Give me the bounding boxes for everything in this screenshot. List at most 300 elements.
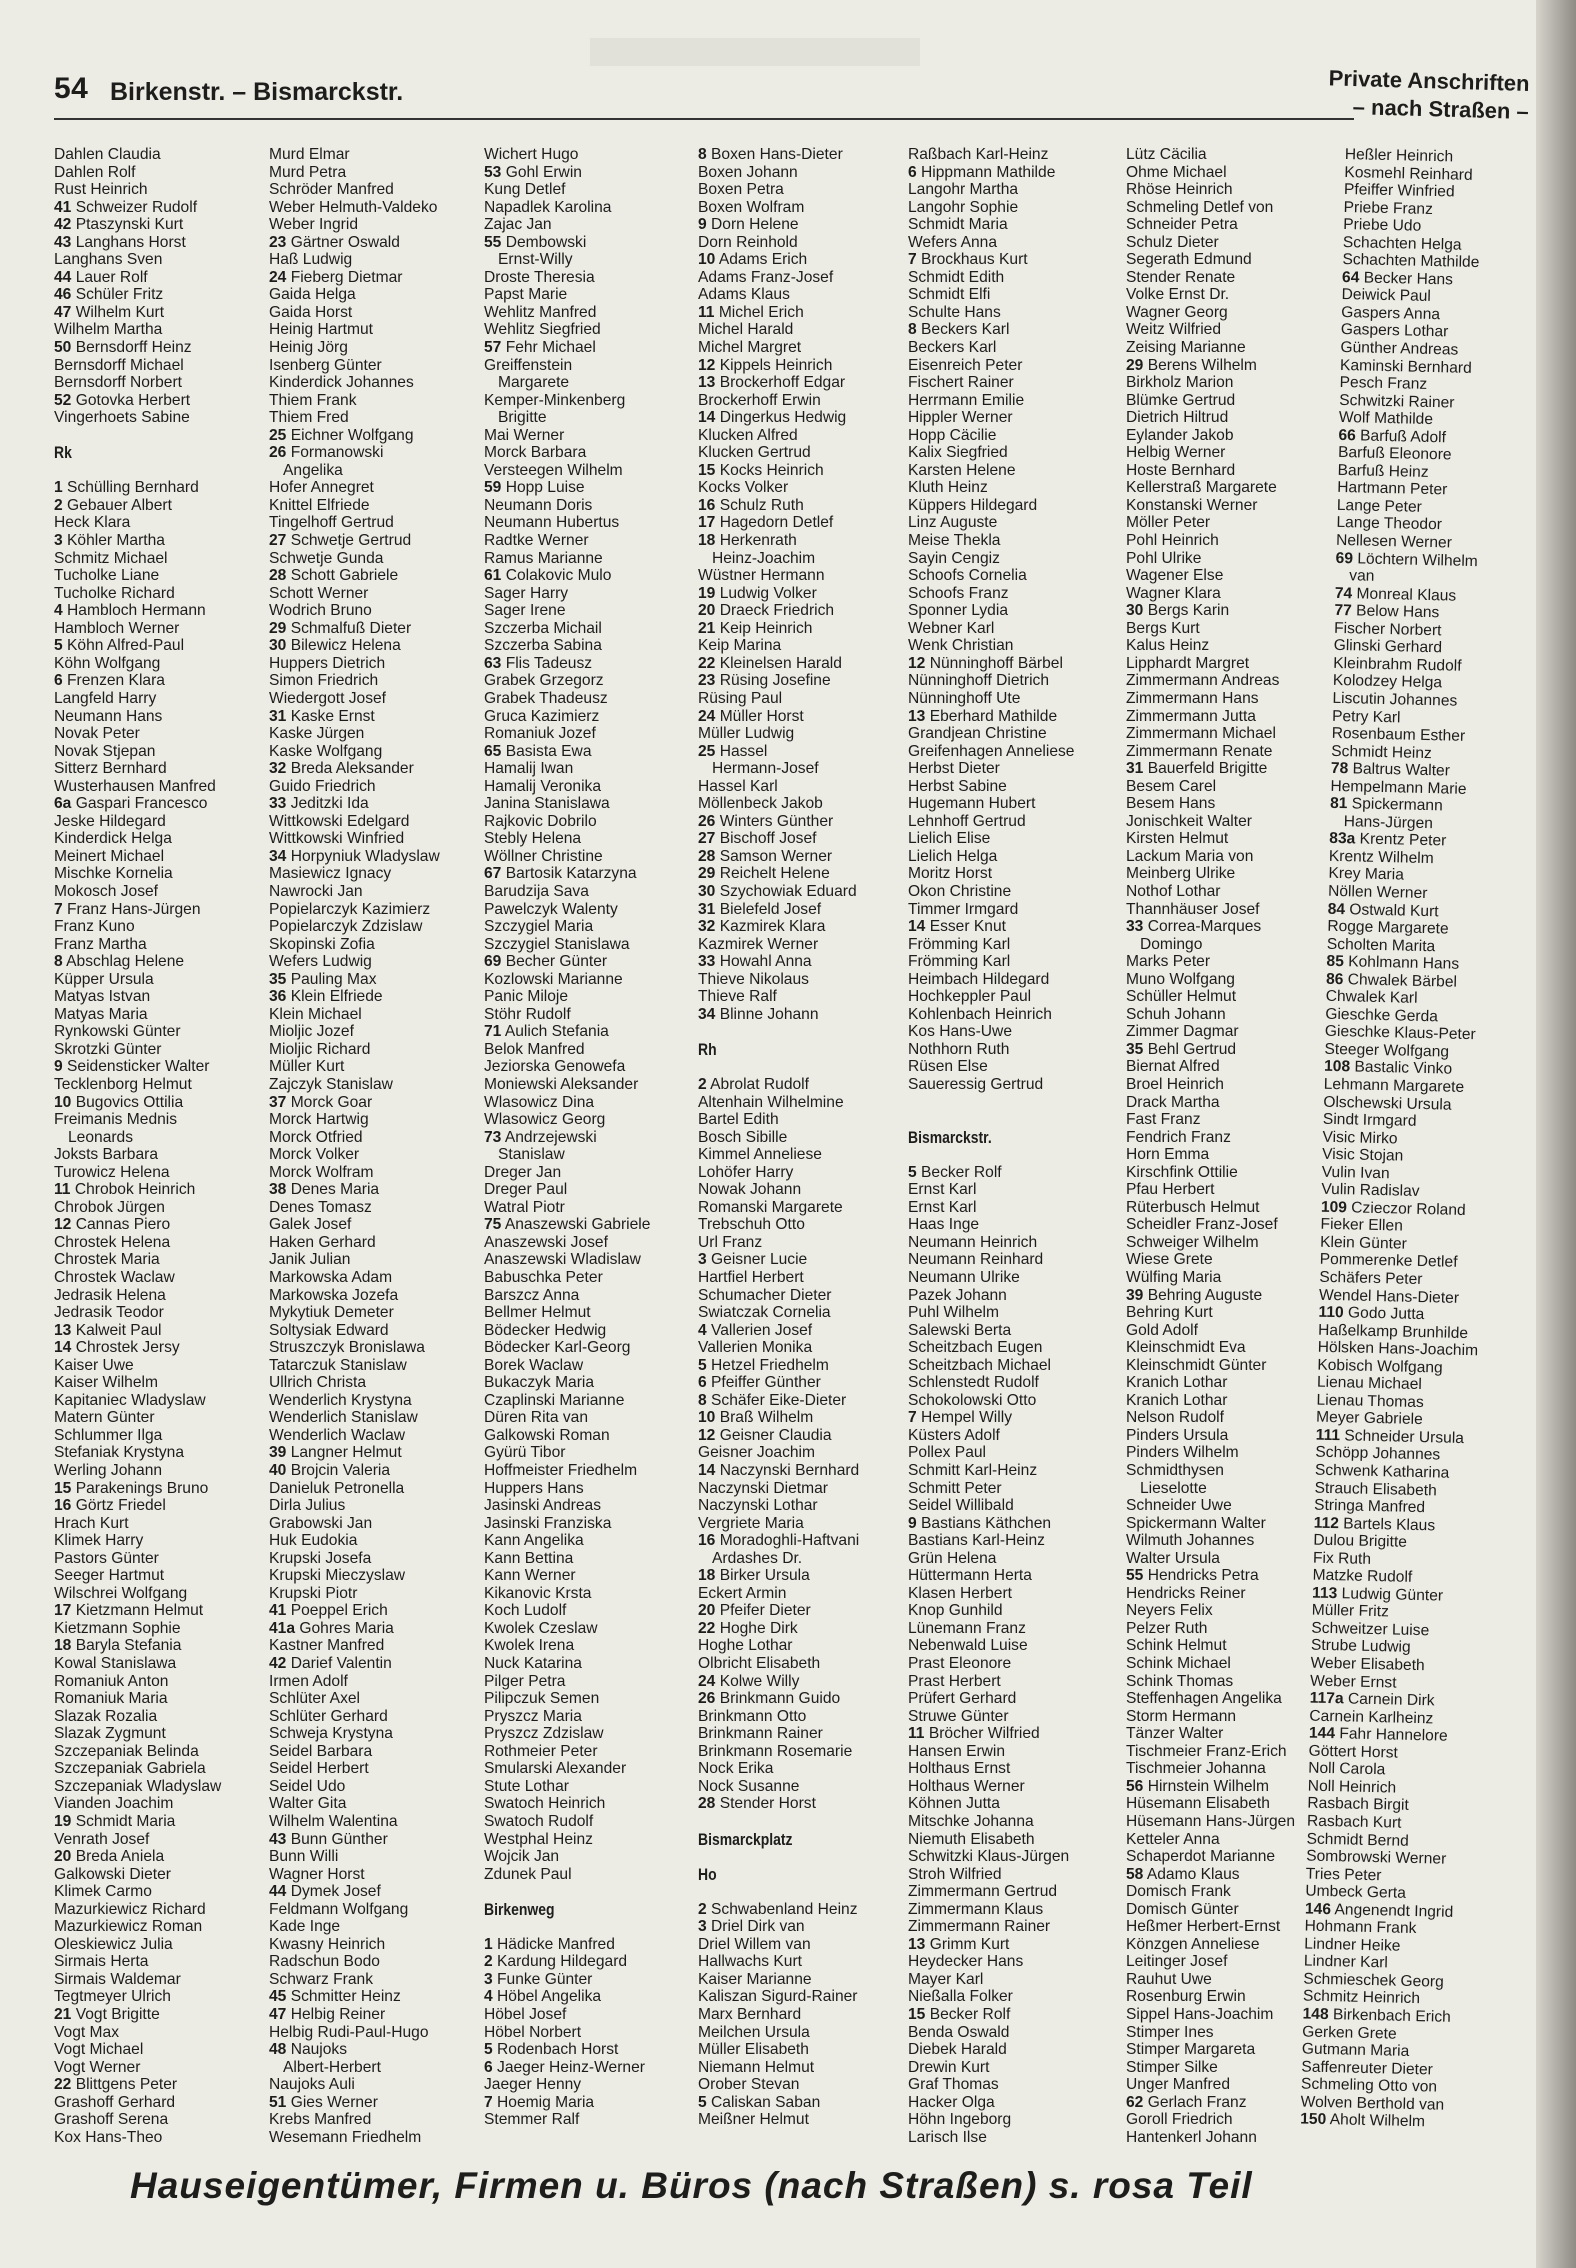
resident-entry: Lünemann Franz: [908, 1619, 1026, 1637]
resident-entry: Radtke Werner: [484, 532, 589, 550]
resident-entry: Szczepaniak Wladyslaw: [54, 1777, 222, 1795]
house-number: 33: [698, 953, 716, 971]
resident-entry: Gruca Kazimierz: [484, 707, 600, 725]
resident-entry: Neumann Hans: [54, 707, 163, 725]
resident-entry: Weitz Wilfried: [1126, 321, 1222, 339]
resident-entry: Seidel Willibald: [908, 1497, 1014, 1515]
resident-entry: Scheidler Franz-Josef: [1126, 1216, 1278, 1234]
resident-entry: Schlüter Gerhard: [269, 1707, 388, 1725]
resident-entry: Knittel Elfriede: [269, 496, 370, 514]
house-number: 28: [698, 847, 716, 865]
resident-entry: Thannhäuser Josef: [1126, 900, 1260, 918]
resident-entry: [269, 1181, 481, 1199]
resident-name: Schmalfuß Dieter: [286, 619, 412, 637]
resident-entry: Kaiser Marianne: [698, 1970, 812, 1988]
resident-name: Bröcher Wilfried: [924, 1725, 1040, 1743]
entry-continuation: Albert-Herbert: [283, 2058, 381, 2076]
resident-entry: Barfuß Heinz: [1337, 461, 1429, 481]
resident-entry: Haken Gerhard: [269, 1233, 376, 1251]
resident-entry: Babuschka Peter: [484, 1269, 603, 1286]
resident-name: Kolwe Willy: [715, 1672, 800, 1690]
resident-entry: Romanski Margarete: [698, 1198, 843, 1216]
house-number: 7: [908, 251, 917, 269]
resident-entry: Weber Ernst: [1309, 1672, 1397, 1692]
entry-continuation: Leonards: [68, 1128, 134, 1146]
resident-name: Andrzejewski: [501, 1128, 597, 1146]
resident-entry: Wittkowski Winfried: [269, 830, 405, 848]
resident-entry: Dorn Reinhold: [698, 233, 798, 251]
resident-entry: [54, 602, 266, 620]
spacer: [698, 1813, 910, 1831]
resident-name: Kleinelsen Harald: [715, 654, 842, 672]
resident-entry: Lohöfer Harry: [698, 1163, 794, 1181]
spacer: [54, 462, 266, 480]
resident-entry: Priebe Udo: [1343, 216, 1422, 235]
resident-entry: Ketteler Anna: [1126, 1830, 1220, 1848]
resident-name: Brockhaus Kurt: [916, 251, 1028, 269]
resident-entry: Hartmann Peter: [1337, 479, 1448, 499]
house-number: 44: [54, 268, 72, 286]
house-number: 24: [698, 707, 716, 725]
resident-name: Anaszewski Gabriele: [501, 1216, 651, 1234]
resident-entry: Kung Detlef: [484, 181, 566, 199]
resident-entry: Köhn Wolfgang: [54, 654, 161, 672]
house-number: 29: [1126, 356, 1144, 374]
section-heading: Rk: [54, 443, 72, 463]
resident-entry: Tries Peter: [1305, 1865, 1382, 1884]
resident-name: Müller Horst: [715, 707, 804, 725]
resident-entry: Galkowski Roman: [484, 1426, 610, 1444]
house-number: 26: [269, 444, 287, 462]
resident-entry: Meyer Gabriele: [1315, 1409, 1423, 1429]
resident-name: Caliskan Saban: [706, 2093, 821, 2111]
house-number: 24: [698, 1672, 716, 1690]
resident-entry: Joksts Barbara: [54, 1146, 159, 1164]
resident-entry: [698, 620, 910, 638]
resident-entry: Schachten Mathilde: [1342, 251, 1480, 272]
resident-entry: Schlummer Ilga: [54, 1426, 163, 1444]
resident-entry: Jasinski Andreas: [484, 1497, 602, 1515]
resident-entry: Mykytiuk Demeter: [269, 1304, 394, 1322]
resident-entry: Driel Willem van: [698, 1935, 811, 1953]
resident-entry: Schneider Petra: [1126, 216, 1238, 234]
house-number: 28: [269, 567, 287, 585]
resident-entry: Schmieschek Georg: [1303, 1970, 1444, 1991]
resident-entry: Fischer Norbert: [1333, 619, 1442, 640]
resident-entry: [54, 795, 266, 813]
resident-name: Kippels Heinrich: [715, 356, 833, 374]
resident-entry: [54, 339, 266, 357]
resident-entry: [484, 1023, 696, 1041]
resident-name: Hendricks Petra: [1143, 1567, 1259, 1585]
resident-entry: Kolodzey Helga: [1332, 672, 1443, 692]
resident-entry: Herbst Sabine: [908, 777, 1007, 795]
spacer: [698, 1023, 910, 1041]
resident-entry: [269, 234, 481, 252]
house-number: 42: [269, 1655, 287, 1673]
house-number: 15: [908, 2005, 926, 2023]
resident-entry: Ullrich Christa: [269, 1374, 367, 1392]
resident-entry: [484, 1216, 696, 1234]
resident-entry: Jaeger Henny: [484, 2076, 582, 2094]
resident-entry: [484, 2059, 696, 2077]
resident-name: Hempel Willy: [916, 1409, 1012, 1427]
resident-entry: Unger Manfred: [1126, 2076, 1231, 2094]
house-number: 85: [1326, 952, 1345, 971]
resident-entry: Mioljic Richard: [269, 1040, 371, 1058]
resident-entry: [698, 953, 910, 971]
resident-entry: Wagner Klara: [1126, 584, 1221, 602]
resident-entry: Jedrasik Helena: [54, 1286, 166, 1304]
directory-column-4: [698, 146, 910, 2129]
house-number: 17: [54, 1602, 72, 1620]
resident-entry: Wilmuth Johannes: [1126, 1532, 1255, 1550]
resident-entry: Drewin Kurt: [908, 2058, 990, 2076]
resident-entry: Brinkmann Otto: [698, 1707, 807, 1725]
resident-name: Nünninghoff Bärbel: [925, 654, 1063, 672]
resident-entry: Bernsdorff Michael: [54, 356, 184, 374]
resident-entry: Morck Wolfram: [269, 1163, 374, 1181]
resident-entry: Raßbach Karl-Heinz: [908, 146, 1049, 163]
resident-entry: [54, 1497, 266, 1515]
resident-entry: Kwasny Heinrich: [269, 1935, 386, 1953]
resident-name: Beckers Karl: [916, 321, 1010, 339]
resident-name: Draeck Friedrich: [715, 602, 835, 620]
resident-entry: Herbst Dieter: [908, 760, 1000, 778]
resident-entry: Schmidthysen: [1126, 1462, 1224, 1480]
house-number: 47: [54, 303, 72, 321]
resident-entry: Rosenbaum Esther: [1331, 724, 1466, 745]
resident-entry: [484, 1129, 696, 1147]
resident-entry: Fix Ruth: [1312, 1549, 1372, 1568]
resident-entry: Schwitzki Rainer: [1339, 391, 1455, 412]
resident-entry: Könzgen Anneliese: [1126, 1935, 1260, 1953]
resident-name: Fahr Hannelore: [1334, 1725, 1448, 1745]
resident-entry: Zimmermann Renate: [1126, 742, 1273, 760]
resident-entry: Geisner Joachim: [698, 1444, 815, 1462]
resident-entry: [54, 1480, 266, 1498]
resident-entry: Hoste Bernhard: [1126, 461, 1236, 479]
resident-entry: Krupski Piotr: [269, 1584, 358, 1602]
house-number: 7: [484, 2093, 493, 2111]
resident-name: Vogt Brigitte: [71, 2005, 160, 2023]
resident-entry: Versteegen Wilhelm: [484, 461, 623, 479]
house-number: 8: [698, 146, 707, 163]
resident-entry: Grabek Thadeusz: [484, 689, 608, 707]
resident-entry: Romaniuk Anton: [54, 1672, 169, 1690]
resident-entry: Vulin Radislav: [1321, 1180, 1420, 1201]
resident-entry: Sirmais Waldemar: [54, 1970, 181, 1988]
resident-entry: Bunn Willi: [269, 1848, 339, 1866]
resident-name: Schülling Bernhard: [62, 479, 199, 497]
resident-entry: Matzke Rudolf: [1312, 1566, 1413, 1587]
resident-entry: Wiedergott Josef: [269, 689, 387, 707]
resident-entry: Boxen Petra: [698, 181, 784, 199]
resident-entry: Wenderlich Waclaw: [269, 1426, 406, 1444]
resident-name: Ptaszynski Kurt: [71, 216, 184, 234]
section-heading: Birkenweg: [484, 1899, 555, 1919]
resident-entry: Weber Helmuth-Valdeko: [269, 198, 438, 216]
resident-entry: Tingelhoff Gertrud: [269, 514, 394, 532]
house-number: 75: [484, 1216, 502, 1234]
resident-entry: Lindner Karl: [1303, 1952, 1389, 1972]
resident-name: Bugovics Ottilia: [71, 1093, 184, 1111]
resident-entry: Dietrich Hiltrud: [1126, 409, 1229, 427]
resident-entry: Mioljic Jozef: [269, 1023, 354, 1041]
directory-column-5: [908, 146, 1120, 2146]
resident-name: Frenzen Klara: [62, 672, 165, 690]
resident-entry: Lehmann Margarete: [1323, 1075, 1465, 1096]
house-number: 47: [269, 2005, 287, 2023]
resident-entry: Nelson Rudolf: [1126, 1409, 1224, 1427]
resident-entry: [484, 1953, 696, 1971]
spacer: [908, 1094, 1120, 1112]
resident-entry: Morck Hartwig: [269, 1111, 369, 1129]
resident-entry: Göttert Horst: [1308, 1742, 1399, 1762]
resident-entry: Langohr Sophie: [908, 198, 1019, 216]
resident-name: Bastians Käthchen: [916, 1514, 1052, 1532]
resident-entry: [269, 427, 481, 445]
resident-entry: [1126, 1567, 1338, 1585]
spacer: [698, 1883, 910, 1901]
resident-name: Eberhard Mathilde: [925, 707, 1058, 725]
resident-name: Bartosik Katarzyna: [501, 865, 637, 883]
resident-entry: Bödecker Karl-Georg: [484, 1339, 631, 1357]
section-label-line-1: Private Anschriften: [1328, 65, 1530, 96]
resident-entry: [698, 1076, 910, 1094]
house-number: 33: [269, 795, 287, 813]
resident-entry: Vogt Max: [54, 2023, 120, 2041]
resident-entry: Seeger Hartmut: [54, 1567, 165, 1585]
resident-entry: [54, 1181, 266, 1199]
resident-entry: [698, 813, 910, 831]
house-number: 4: [484, 1988, 493, 2006]
resident-entry: Tecklenborg Helmut: [54, 1075, 192, 1093]
resident-entry: Franz Kuno: [54, 918, 135, 936]
resident-entry: Visic Mirko: [1322, 1128, 1398, 1148]
resident-entry: Hamalij Veronika: [484, 777, 602, 795]
resident-entry: Huppers Hans: [484, 1479, 584, 1497]
resident-entry: [54, 901, 266, 919]
house-number: 61: [484, 567, 502, 585]
entry-continuation: Hermann-Josef: [712, 760, 819, 778]
resident-entry: Schmeling Detlef von: [1126, 198, 1274, 216]
resident-entry: [698, 1673, 910, 1691]
house-number: 7: [54, 900, 63, 918]
resident-entry: Szczepaniak Gabriela: [54, 1760, 206, 1778]
house-number: 5: [54, 637, 63, 655]
resident-entry: Hendricks Reiner: [1126, 1584, 1246, 1602]
resident-entry: [698, 1374, 910, 1392]
resident-entry: Jasinski Franziska: [484, 1514, 612, 1532]
resident-entry: [54, 1813, 266, 1831]
resident-entry: Kann Bettina: [484, 1549, 574, 1567]
directory-column-1: [54, 146, 266, 2146]
resident-entry: Puhl Wilhelm: [908, 1304, 999, 1322]
resident-entry: Goroll Friedrich: [1126, 2111, 1233, 2129]
house-number: 111: [1315, 1426, 1341, 1445]
resident-entry: Behring Kurt: [1126, 1304, 1213, 1322]
resident-entry: Salewski Berta: [908, 1321, 1012, 1339]
resident-name: Denes Maria: [286, 1181, 380, 1199]
house-number: 21: [54, 2005, 72, 2023]
resident-entry: Matern Günter: [54, 1409, 155, 1427]
house-number: 24: [269, 268, 287, 286]
resident-entry: Zajac Jan: [484, 216, 552, 234]
resident-name: Schott Gabriele: [286, 567, 399, 585]
resident-entry: Kinderdick Johannes: [269, 374, 414, 392]
resident-name: Ostwald Kurt: [1344, 900, 1439, 920]
house-number: 41: [269, 1602, 287, 1620]
resident-entry: Denes Tomasz: [269, 1198, 372, 1216]
resident-entry: Olschewski Ursula: [1323, 1093, 1452, 1114]
resident-entry: [698, 2094, 910, 2112]
resident-entry: Mazurkiewicz Roman: [54, 1918, 203, 1936]
resident-name: Parakenings Bruno: [71, 1479, 209, 1497]
house-number: 14: [698, 1462, 716, 1480]
resident-entry: [698, 1322, 910, 1340]
house-number: 9: [54, 1058, 63, 1076]
house-number: 74: [1334, 584, 1353, 602]
house-number: 33: [1126, 918, 1144, 936]
resident-entry: Chrostek Waclaw: [54, 1269, 175, 1286]
entry-continuation: Domingo: [1140, 935, 1203, 953]
resident-entry: Kaliszan Sigurd-Rainer: [698, 1988, 858, 2006]
resident-entry: Timmer Irmgard: [908, 900, 1019, 918]
resident-entry: Hüttermann Herta: [908, 1567, 1032, 1585]
resident-entry: [269, 1988, 481, 2006]
house-number: 22: [698, 654, 716, 672]
resident-entry: Chrostek Helena: [54, 1233, 171, 1251]
resident-entry: Simon Friedrich: [269, 672, 379, 690]
resident-entry: Krey Maria: [1328, 865, 1405, 884]
resident-entry: Dreger Paul: [484, 1181, 568, 1199]
resident-entry: [54, 953, 266, 971]
resident-entry: Kalix Siegfried: [908, 444, 1008, 462]
resident-entry: Neumann Doris: [484, 496, 593, 514]
resident-entry: Hopp Cäcilie: [908, 426, 997, 444]
resident-entry: Grashoff Gerhard: [54, 2093, 176, 2111]
resident-entry: Beckers Karl: [908, 339, 997, 357]
resident-entry: [484, 655, 696, 673]
resident-entry: [698, 532, 910, 550]
resident-entry: [484, 1936, 696, 1954]
resident-name: Vallerien Josef: [706, 1321, 813, 1339]
resident-entry: Matyas Maria: [54, 1005, 148, 1023]
resident-entry: Stimper Silke: [1126, 2058, 1218, 2076]
resident-entry: [54, 1848, 266, 1866]
resident-entry: [698, 1409, 910, 1427]
resident-entry: Irmen Adolf: [269, 1672, 348, 1690]
resident-entry: [269, 1620, 481, 1638]
resident-entry: [484, 2041, 696, 2059]
house-number: 23: [698, 672, 716, 690]
house-number: 5: [908, 1163, 917, 1181]
house-number: 31: [269, 707, 287, 725]
resident-name: Schwabenland Heinz: [706, 1900, 858, 1918]
resident-name: Horpyniuk Wladyslaw: [286, 847, 440, 865]
house-number: 14: [908, 918, 926, 936]
resident-entry: Rajkovic Dobrilo: [484, 812, 597, 830]
resident-entry: Kowal Stanislawa: [54, 1655, 177, 1673]
resident-entry: [698, 1357, 910, 1375]
resident-name: Basista Ewa: [501, 742, 592, 760]
house-number: 55: [484, 233, 502, 251]
resident-entry: [54, 479, 266, 497]
resident-entry: Markowska Adam: [269, 1269, 393, 1286]
resident-entry: Papst Marie: [484, 286, 568, 304]
resident-entry: Besem Carel: [1126, 777, 1217, 795]
resident-entry: Zimmer Dagmar: [1126, 1023, 1239, 1041]
resident-name: Abrolat Rudolf: [706, 1075, 809, 1093]
resident-entry: Kinderdick Helga: [54, 830, 172, 848]
resident-entry: Napadlek Karolina: [484, 198, 612, 216]
footer-note: Hauseigentümer, Firmen u. Büros (nach Straßen) s. rosa Teil: [130, 2165, 1253, 2206]
resident-entry: Stefaniak Krystyna: [54, 1444, 185, 1462]
resident-entry: Rasbach Kurt: [1306, 1812, 1402, 1832]
resident-entry: Tucholke Richard: [54, 584, 175, 602]
resident-entry: [484, 164, 696, 182]
resident-entry: Radschun Bodo: [269, 1953, 380, 1971]
resident-entry: Brinkmann Rosemarie: [698, 1742, 853, 1760]
entry-continuation: van: [1349, 567, 1375, 585]
resident-entry: Wenderlich Stanislaw: [269, 1409, 418, 1427]
resident-entry: Michel Harald: [698, 321, 794, 339]
house-number: 69: [484, 953, 502, 971]
resident-entry: Schweitzer Luise: [1311, 1619, 1430, 1640]
resident-entry: Slazak Rozalia: [54, 1707, 158, 1725]
resident-entry: Helbig Werner: [1126, 444, 1226, 462]
resident-entry: [1126, 1041, 1338, 1059]
house-number: 10: [698, 1409, 716, 1427]
resident-entry: [54, 2006, 266, 2024]
house-number: 14: [54, 1339, 72, 1357]
house-number: 2: [484, 1953, 493, 1971]
resident-entry: [698, 708, 910, 726]
resident-entry: Neumann Reinhard: [908, 1251, 1044, 1269]
resident-name: Fieberg Dietmar: [286, 268, 403, 286]
house-number: 37: [269, 1093, 287, 1111]
resident-entry: Hochkeppler Paul: [908, 988, 1032, 1006]
resident-entry: Borek Waclaw: [484, 1356, 584, 1374]
house-number: 11: [908, 1725, 925, 1743]
resident-entry: Wöllner Christine: [484, 847, 603, 865]
resident-name: Abschlag Helene: [62, 953, 185, 971]
resident-entry: Schneider Uwe: [1126, 1497, 1232, 1515]
house-number: 3: [484, 1970, 493, 1988]
resident-entry: Drack Martha: [1126, 1093, 1220, 1111]
resident-entry: Langfeld Harry: [54, 689, 157, 707]
resident-entry: Kox Hans-Theo: [54, 2128, 163, 2146]
resident-entry: [54, 1058, 266, 1076]
resident-entry: Hamalij Iwan: [484, 760, 574, 778]
resident-name: Baltrus Walter: [1348, 760, 1451, 780]
resident-entry: Jeziorska Genowefa: [484, 1058, 626, 1076]
resident-name: Boxen Hans-Dieter: [706, 146, 843, 163]
resident-entry: Jedrasik Teodor: [54, 1304, 164, 1322]
resident-entry: Walter Ursula: [1126, 1549, 1220, 1567]
resident-entry: Sitterz Bernhard: [54, 760, 167, 778]
resident-entry: Rogge Margarete: [1327, 917, 1449, 938]
resident-entry: Schwenk Katharina: [1314, 1461, 1450, 1482]
resident-entry: Vianden Joachim: [54, 1795, 174, 1813]
resident-name: Moradoghli-Haftvani: [715, 1532, 860, 1550]
house-number: 9: [698, 216, 707, 234]
resident-name: Morck Goar: [286, 1093, 373, 1111]
resident-entry: [698, 848, 910, 866]
house-number: 29: [269, 619, 287, 637]
resident-entry: Stroh Wilfried: [908, 1865, 1002, 1883]
